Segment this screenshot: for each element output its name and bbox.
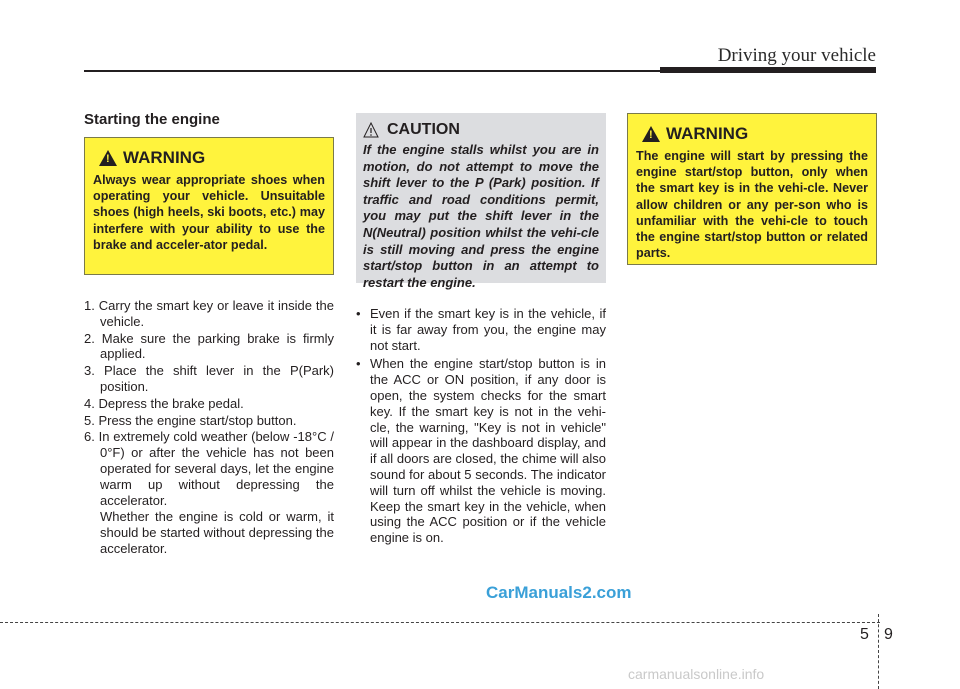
warning-icon	[642, 126, 660, 142]
list-item: 4. Depress the brake pedal.	[84, 395, 244, 411]
warning-header	[93, 148, 325, 168]
caution-text: If the engine stalls whilst you are in motion, do not attempt to move the shift lever to the P (Park) position. If traffic and road conditions permit, you may put the shift lever in the N(Neutral) position whilst the vehi-cle is still moving and press the engine start/stop button in an attempt to restart the engine.	[363, 142, 599, 290]
list-item: 6. In extremely cold weather (below -18°C / 0°F) or after the vehicle has not been operated for several days, let the engine warm up without depressing the accelerator.	[84, 429, 334, 508]
warning-text: Always wear appropriate shoes when operating your vehicle. Unsuitable shoes (high heels, ski boots, etc.) may interfere with your ability to use the brake and acceler-ator pedal.	[93, 173, 325, 252]
warning-label: WARNING	[123, 148, 206, 167]
section-title: Starting the engine	[84, 111, 220, 128]
page-separator	[878, 614, 879, 689]
warning-text: The engine will start by pressing the engine start/stop button, only when the smart key is in the vehi-cle. Never allow children or any per-son who is unfamiliar with the vehi-cle to touch the engine start/stop button or related parts.	[636, 149, 868, 261]
caution-label: CAUTION	[387, 121, 460, 138]
caution-header	[363, 121, 599, 139]
page-number: 9	[884, 626, 893, 643]
warning-label: WARNING	[666, 124, 749, 143]
footer-rule	[0, 622, 880, 623]
warning-header	[636, 124, 868, 144]
watermark: CarManuals2.com	[486, 583, 632, 602]
list-item: • Even if the smart key is in the vehicle, if it is far away from you, the engine may not start.	[356, 306, 606, 353]
list-item: 5. Press the engine start/stop button.	[84, 412, 297, 428]
list-item: 3. Place the shift lever in the P(Park) position.	[84, 363, 334, 394]
header-rule	[84, 70, 660, 72]
warning-box-left	[84, 137, 334, 275]
warning-box-right	[627, 113, 877, 265]
start-steps-list	[84, 298, 334, 557]
warning-icon	[99, 150, 117, 166]
step-note: Whether the engine is cold or warm, it should be started without depressing the accelerator.	[100, 509, 334, 556]
list-item: 1. Carry the smart key or leave it inside the vehicle.	[84, 298, 334, 329]
chapter-number: 5	[860, 626, 869, 643]
caution-box	[356, 113, 606, 290]
header-rule-accent	[660, 67, 876, 73]
caution-icon	[363, 122, 379, 138]
list-item: 2. Make sure the parking brake is firmly applied.	[84, 330, 334, 362]
list-item: • When the engine start/stop button is in the ACC or ON position, if any door is open, the system checks for the smart key. If the smart key is not in the vehi-cle, the warning, "Key is not in vehicle" will appear in the dashboard display, and if all doors are closed, the chime will also sound for about 5 seconds. The indicator will turn off whilst the vehicle is moving. Keep the smart key in the vehicle, when using the ACC position or if the vehicle engine is on.	[356, 356, 606, 546]
notes-list	[356, 306, 606, 549]
footer-watermark: carmanualsonline.info	[628, 666, 765, 682]
header-title: Driving your vehicle	[717, 45, 876, 66]
